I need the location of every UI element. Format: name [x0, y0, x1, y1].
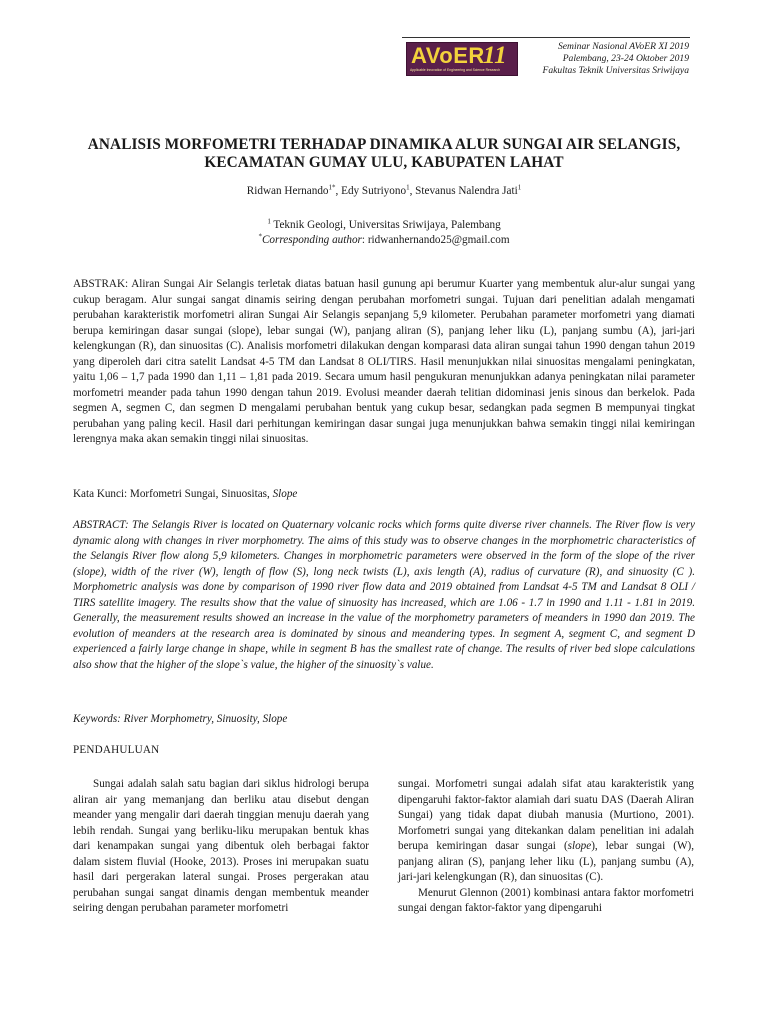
- corr-email: : ridwanhernando25@gmail.com: [361, 234, 510, 246]
- seminar-line: Seminar Nasional AVoER XI 2019: [558, 41, 689, 52]
- left-column: [73, 777, 369, 917]
- title-line: ANALISIS MORFOMETRI TERHADAP DINAMIKA ALUR SUNGAI AIR SELANGIS,: [87, 136, 681, 153]
- corr-star: *: [258, 232, 262, 241]
- author: Ridwan Hernando: [246, 185, 329, 197]
- affil-line: Teknik Geologi, Universitas Sriwijaya, Palembang: [270, 219, 501, 231]
- seminar-line: Palembang, 23-24 Oktober 2019: [562, 53, 689, 64]
- author: , Stevanus Nalendra Jati: [409, 185, 518, 197]
- text-run: ), lebar sungai (W), panjang aliran (S), panjang leher liku (L), panjang sumbu (A), jari-jari kelengkungan (R), dan sinuositas (C).: [398, 840, 694, 883]
- logo-text: AVoER: [411, 43, 485, 68]
- header-rule: [402, 37, 690, 38]
- abstrak-paragraph: ABSTRAK: Aliran Sungai Air Selangis terletak diatas batuan hasil gunung api berumur Kuarter yang membentuk alur-alur sungai yang cukup beragam. Alur sungai sangat dinamis seiring dengan perubahan morfometri sungai. Tujuan dari penelitian adalah mengamati perubahan karakteristik morfometri aliran Sungai Air Selangis sepanjang 5,9 kilometer. Perubahan parameter morfometri yang diamati berupa kemiringan dasar sungai (slope), lebar sungai (W), panjang aliran (S), panjang leher liku (L), panjang sumbu (A), jari-jari kelengkungan (R), dan sinuositas (C). Analisis morfometri dilakukan dengan komparasi data aliran sungai tahun 1990 dengan tahun 2019 yang diperoleh dari citra satelit Landsat 4-5 TM dan Landsat 8 OLI/TIRS. Hasil menunjukkan nilai sinuositas mengalami peningkatan, yaitu 1,06 – 1,7 pada 1990 dan 1,11 – 1,81 pada 2019. Secara umum hasil pengukuran menunjukkan adanya peningkatan nilai parameter morfometri meander pada tahun 1990 dengan tahun 2019. Evolusi meander daerah telitian didominasi jenis sinous dan berkelok. Pada segmen A, segmen C, dan segmen D mengalami perubahan bentuk yang cukup besar, sedangkan pada segmen B mempunyai tingkat perubahan yang paling kecil. Hasil dari perhitungan kemiringan dasar sungai juga menunjukkan bahwa semakin tinggi nilai kemiringan lerengnya maka akan semakin tinggi nilai sinuositas.: [73, 278, 695, 445]
- intro-paragraph: Menurut Glennon (2001) kombinasi antara faktor morfometri sungai dengan faktor-faktor yang dipengaruhi: [398, 886, 694, 914]
- title-line: KECAMATAN GUMAY ULU, KABUPATEN LAHAT: [204, 154, 564, 171]
- avoer-logo: [406, 42, 518, 76]
- paper-title: [60, 136, 708, 172]
- kata-kunci-slope: Slope: [272, 488, 298, 500]
- logo-subtitle: Applicable Innovation of Engineering and Science Research: [410, 68, 501, 72]
- text-run: sungai. Morfometri sungai adalah sifat atau karakteristik yang dipengaruhi faktor-faktor alamiah dari suatu DAS (Daerah Aliran Sungai) yang tidak dapat diubah manusia (Murtiono, 2001). Morfometri sungai yang ditekankan dalam penelitian ini adalah berupa kemiringan dasar sungai (: [398, 778, 694, 852]
- text-run-italic: slope: [567, 840, 592, 852]
- kata-kunci: [73, 488, 695, 500]
- author-sup: 1: [517, 183, 522, 192]
- affiliation: [60, 218, 708, 248]
- author-list: [60, 185, 708, 197]
- author-sup: 1: [406, 183, 410, 192]
- author: , Edy Sutriyono: [335, 185, 407, 197]
- abstract-paragraph: ABSTRACT: The Selangis River is located on Quaternary volcanic rocks which forms quite diverse river channels. The River flow is very dynamic along with changes in river morphometry. The aims of this study was to observe changes in the morphometric characteristics of the Selangis River flow along 5,9 kilometers. Changes in morphometric parameters were observed in the form of the slope of the river (slope), width of the river (W), length of flow (S), long neck twists (L), axis length (A), radius of curvature (R), and sinuosity (C ). Morphometric analysis was done by comparison of 1990 river flow data and 2019 obtained from Landsat 4-5 TM and Landsat 8 OLI / TIRS satellite imagery. The results show that the value of sinuosity has increased, which are 1.06 - 1.7 in 1990 and 1.11 - 1.81 in 2019. Generally, the measurement results showed an increase in the value of the morphometry parameters of meanders in 1990 dan 2019. The evolution of meanders at the research area is dominated by sinous and meandering types. In segment A, segment C, and segment D experienced a fairly large change in shape, while in segment B has the smallest rate of change. The results of river bed slope calculations also show that the higher of the slope`s value, the higher of the sinuosity`s value.: [73, 519, 695, 671]
- keywords: Keywords: River Morphometry, Sinuosity, Slope: [73, 713, 288, 725]
- author-sup: 1*: [328, 183, 336, 192]
- section-heading: PENDAHULUAN: [73, 744, 160, 756]
- seminar-info: [543, 41, 689, 77]
- intro-paragraph-cont: [398, 777, 694, 886]
- corr-label: Corresponding author: [261, 234, 362, 246]
- kata-kunci-text: Kata Kunci: Morfometri Sungai, Sinuositas,: [73, 488, 273, 500]
- affil-sup: 1: [267, 217, 271, 226]
- seminar-line: Fakultas Teknik Universitas Sriwijaya: [542, 65, 689, 76]
- intro-paragraph: Sungai adalah salah satu bagian dari siklus hidrologi berupa aliran air yang memanjang dan berliku atau disebut dengan meander yang mengalir dari daerah tinggian menuju daerah yang lebih rendah. Sungai yang berliku-liku merupakan bentuk khas dari kenampakan sungai yang dibentuk oleh berbagai faktor dalam sistem fluvial (Hooke, 2013). Proses ini merupakan suatu hasil dari pergerakan lateral sungai. Proses pergerakan atau perubahan sungai sangat dinamis dengan membentuk meander seiring dengan perubahan parameter morfometri: [73, 778, 369, 914]
- logo-number: 11: [483, 42, 507, 69]
- right-column: [398, 777, 694, 917]
